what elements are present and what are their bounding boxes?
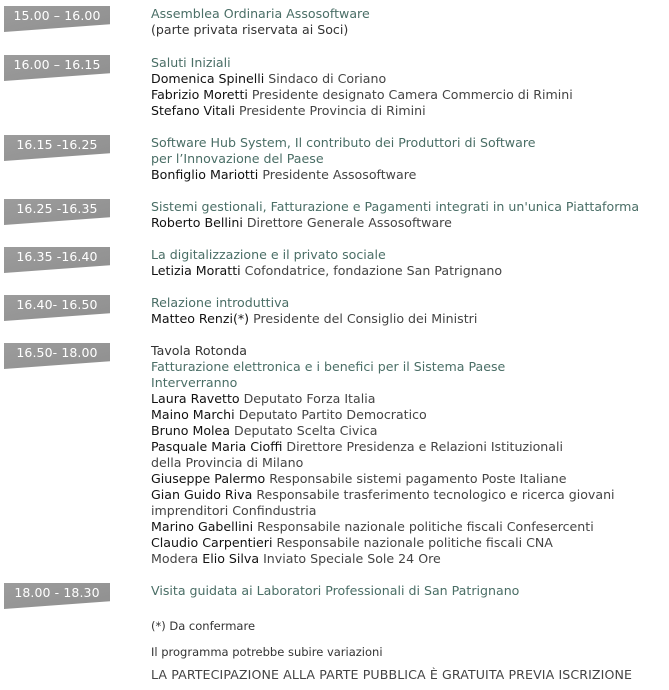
- speaker-role: della Provincia di Milano: [151, 455, 304, 470]
- agenda-line: [151, 535, 666, 551]
- slot-content: [151, 199, 666, 231]
- speaker-role: Direttore Generale Assosoftware: [246, 215, 452, 230]
- session-title: Fatturazione elettronica e i benefici per il Sistema Paese: [151, 359, 506, 374]
- speaker-name: Marino Gabellini: [151, 519, 254, 534]
- agenda-line: [151, 55, 666, 71]
- slot-content: [151, 343, 666, 567]
- agenda-line: [151, 263, 666, 279]
- agenda-line: [151, 103, 666, 119]
- note-confirm: [151, 619, 666, 633]
- agenda-line: [151, 199, 666, 215]
- slot-content: [151, 583, 666, 599]
- session-title: La digitalizzazione e il privato sociale: [151, 247, 386, 262]
- time-badge: [4, 343, 110, 369]
- time-label: 16.25 -16.35: [16, 201, 98, 216]
- session-note: Tavola Rotonda: [151, 343, 247, 358]
- speaker-name: Matteo Renzi(*): [151, 311, 250, 326]
- speaker-name: Laura Ravetto: [151, 391, 240, 406]
- time-label: 16.40- 16.50: [16, 297, 98, 312]
- slot-content: [151, 247, 666, 279]
- agenda-line: [151, 519, 666, 535]
- speaker-role: Inviato Speciale Sole 24 Ore: [263, 551, 441, 566]
- speaker-name: Bruno Molea: [151, 423, 231, 438]
- speaker-name: Maino Marchi: [151, 407, 235, 422]
- time-label: 16.00 – 16.15: [13, 57, 101, 72]
- speaker-name: Stefano Vitali: [151, 103, 236, 118]
- time-badge: [4, 199, 110, 225]
- agenda-line: [151, 455, 666, 471]
- note-variations: [151, 645, 666, 659]
- time-badge: [4, 295, 110, 321]
- session-title: Assemblea Ordinaria Assosoftware: [151, 6, 370, 21]
- agenda-line: [151, 343, 666, 359]
- note-confirm-text: (*) Da confermare: [151, 619, 256, 633]
- speaker-name: Elio Silva: [202, 551, 260, 566]
- time-label: 18.00 - 18.30: [14, 585, 100, 600]
- agenda-line: [151, 407, 666, 423]
- speaker-name: Giuseppe Palermo: [151, 471, 266, 486]
- note-variations-text: Il programma potrebbe subire variazioni: [151, 645, 383, 659]
- speaker-role: imprenditori Confindustria: [151, 503, 317, 518]
- speaker-role: Responsabile sistemi pagamento Poste Italiane: [269, 471, 567, 486]
- speaker-name: Pasquale Maria Cioffi: [151, 439, 283, 454]
- agenda-line: [151, 6, 666, 22]
- speaker-name: Fabrizio Moretti: [151, 87, 248, 102]
- speaker-role: Sindaco di Coriano: [268, 71, 387, 86]
- agenda-line: [151, 391, 666, 407]
- time-badge: [4, 55, 110, 81]
- speaker-role: Cofondatrice, fondazione San Patrignano: [244, 263, 503, 278]
- session-title: Relazione introduttiva: [151, 295, 290, 310]
- speaker-role: Presidente Provincia di Rimini: [239, 103, 426, 118]
- agenda-line: [151, 22, 666, 38]
- speaker-name: Roberto Bellini: [151, 215, 243, 230]
- speaker-name: Domenica Spinelli: [151, 71, 265, 86]
- agenda-line: [151, 551, 666, 567]
- agenda-line: [151, 503, 666, 519]
- agenda-line: [151, 487, 666, 503]
- speaker-role: Deputato Scelta Civica: [234, 423, 378, 438]
- speaker-name: Letizia Moratti: [151, 263, 241, 278]
- time-badge: [4, 247, 110, 273]
- agenda-line: [151, 439, 666, 455]
- speaker-role: Direttore Presidenza e Relazioni Istituzionali: [286, 439, 563, 454]
- agenda-line: [151, 423, 666, 439]
- slot-content: [151, 6, 666, 38]
- agenda-line: [151, 167, 666, 183]
- time-label: 15.00 – 16.00: [13, 8, 101, 23]
- session-title: Saluti Iniziali: [151, 55, 231, 70]
- speaker-name: Gian Guido Riva: [151, 487, 253, 502]
- agenda-line: [151, 247, 666, 263]
- speaker-name: Bonfiglio Mariotti: [151, 167, 259, 182]
- agenda-line: [151, 151, 666, 167]
- session-note: (parte privata riservata ai Soci): [151, 22, 349, 37]
- speaker-name: Claudio Carpentieri: [151, 535, 273, 550]
- agenda-line: [151, 71, 666, 87]
- session-title: Visita guidata ai Laboratori Professionali di San Patrignano: [151, 583, 520, 598]
- agenda-line: [151, 215, 666, 231]
- time-badge: [4, 6, 110, 32]
- agenda-line: [151, 375, 666, 391]
- slot-content: [151, 135, 666, 183]
- speaker-role: Presidente designato Camera Commercio di Rimini: [251, 87, 573, 102]
- speaker-role: Presidente del Consiglio dei Ministri: [253, 311, 478, 326]
- footer-registration-notice: LA PARTECIPAZIONE ALLA PARTE PUBBLICA È GRATUITA PREVIA ISCRIZIONE: [151, 667, 633, 682]
- session-title: Sistemi gestionali, Fatturazione e Pagamenti integrati in un'unica Piattaforma: [151, 199, 640, 214]
- session-title: Interverranno: [151, 375, 238, 390]
- time-label: 16.15 -16.25: [16, 137, 98, 152]
- speaker-role: Responsabile nazionale politiche fiscali Confesercenti: [257, 519, 594, 534]
- speaker-role: Deputato Partito Democratico: [238, 407, 427, 422]
- speaker-role: Deputato Forza Italia: [243, 391, 376, 406]
- speaker-role: Responsabile trasferimento tecnologico e ricerca giovani: [256, 487, 615, 502]
- agenda-line: [151, 583, 666, 599]
- time-badge: [4, 583, 110, 609]
- slot-content: [151, 295, 666, 327]
- time-label: 16.35 -16.40: [16, 249, 98, 264]
- speaker-role: Responsabile nazionale politiche fiscali CNA: [276, 535, 553, 550]
- session-title: per l’Innovazione del Paese: [151, 151, 324, 166]
- moderator-prefix: Modera: [151, 551, 199, 566]
- agenda-line: [151, 87, 666, 103]
- agenda-line: [151, 471, 666, 487]
- time-badge: [4, 135, 110, 161]
- agenda-line: [151, 311, 666, 327]
- agenda-line: [151, 359, 666, 375]
- agenda-line: [151, 135, 666, 151]
- session-title: Software Hub System, Il contributo dei Produttori di Software: [151, 135, 536, 150]
- speaker-role: Presidente Assosoftware: [262, 167, 417, 182]
- agenda-line: [151, 295, 666, 311]
- slot-content: [151, 55, 666, 119]
- time-label: 16.50- 18.00: [16, 345, 98, 360]
